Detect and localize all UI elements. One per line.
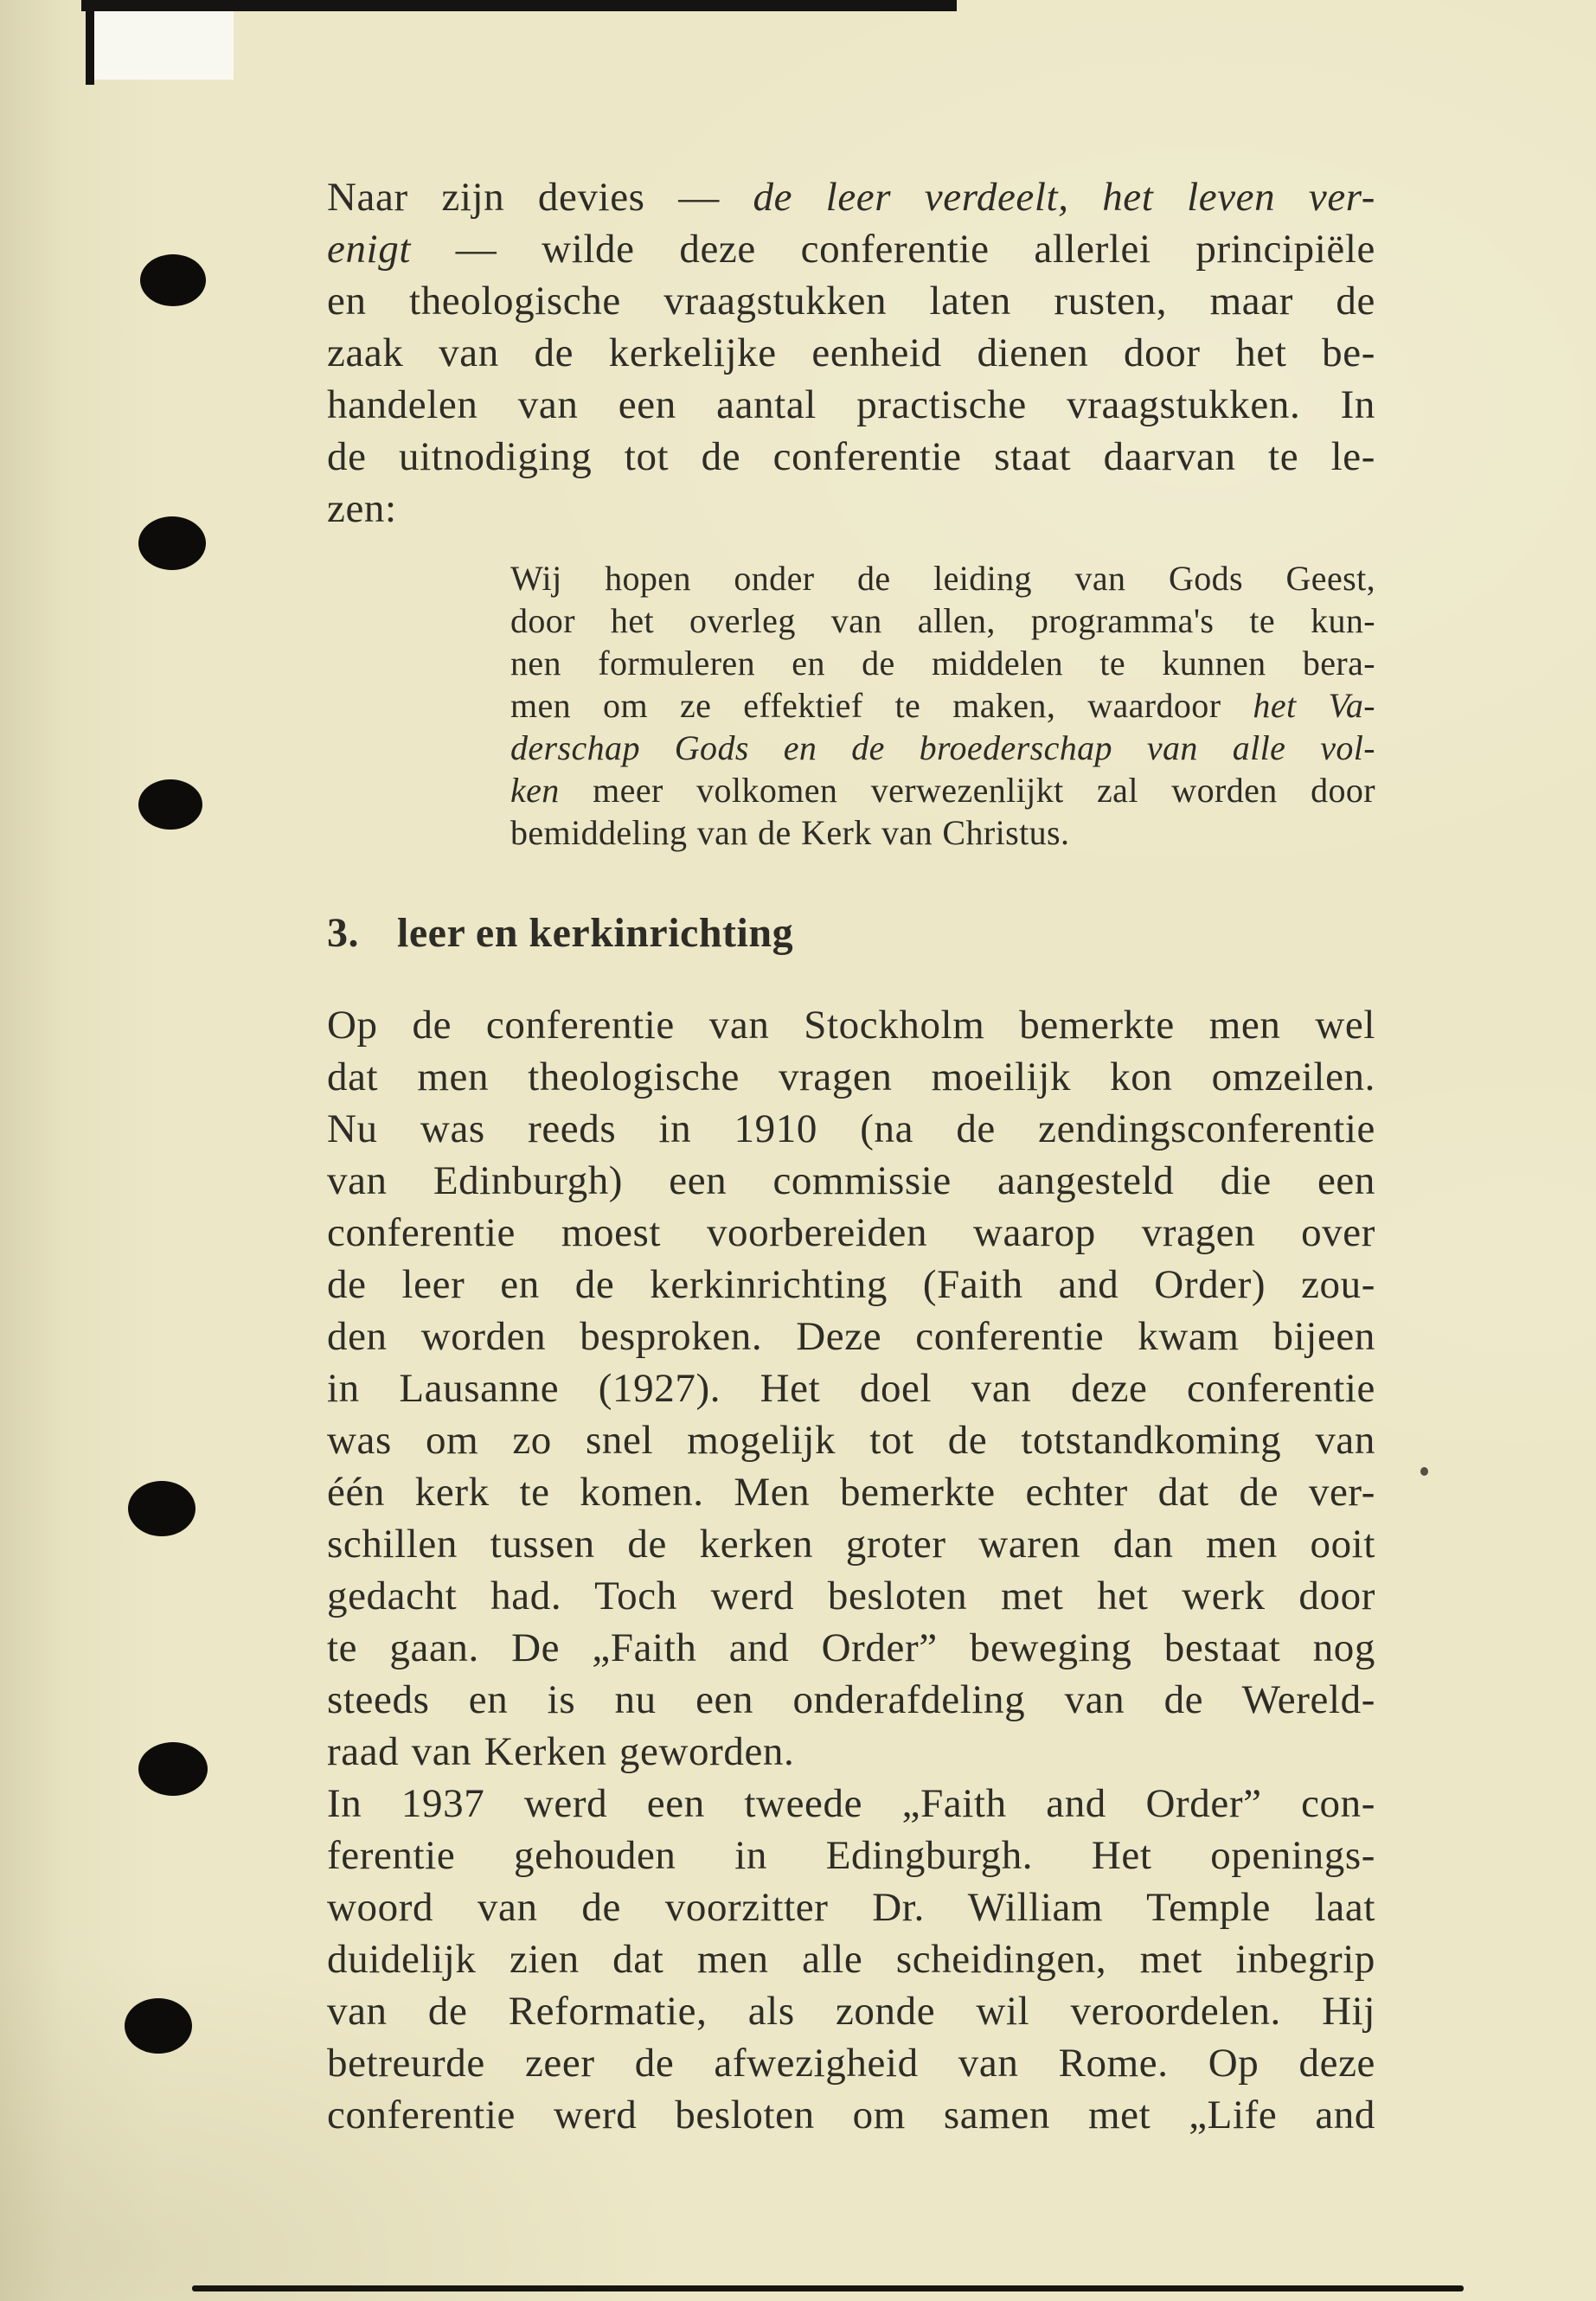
- punch-hole: [138, 1742, 208, 1796]
- section-paragraph-2: [327, 1778, 1375, 2141]
- text-line: steeds en is nu een onderafdeling van de Wereld-: [327, 1677, 1375, 1722]
- text-line: derschap Gods en de broederschap van alle vol-: [510, 728, 1375, 767]
- section-heading: [327, 909, 1375, 958]
- blockquote: [510, 557, 1375, 854]
- text-line: van Edinburgh) een commissie aangesteld die een: [327, 1158, 1375, 1203]
- scan-corner-line: [86, 0, 94, 85]
- text-line: gedacht had. Toch werd besloten met het werk door: [327, 1574, 1375, 1618]
- text-line: enigt — wilde deze conferentie allerlei principiële: [327, 227, 1375, 272]
- page-text: [327, 171, 1375, 2141]
- scan-edge-bottom: [192, 2285, 1464, 2291]
- text-line: was om zo snel mogelijk tot de totstandkoming van: [327, 1418, 1375, 1463]
- text-line: den worden besproken. Deze conferentie kwam bijeen: [327, 1314, 1375, 1359]
- text-line: Nu was reeds in 1910 (na de zendingsconferentie: [327, 1106, 1375, 1151]
- scan-speck: [1420, 1467, 1428, 1476]
- text-line: de uitnodiging tot de conferentie staat daarvan te le-: [327, 434, 1375, 479]
- section-number: 3.: [327, 910, 359, 956]
- intro-paragraph: [327, 171, 1375, 535]
- text-line: handelen van een aantal practische vraagstukken. In: [327, 382, 1375, 427]
- punch-hole: [138, 779, 202, 830]
- text-line: Naar zijn devies — de leer verdeelt, het leven ver-: [327, 175, 1375, 220]
- text-line: te gaan. De „Faith and Order” beweging bestaat nog: [327, 1625, 1375, 1670]
- text-line: zen:: [327, 486, 397, 531]
- text-line: bemiddeling van de Kerk van Christus.: [510, 813, 1070, 852]
- text-line: één kerk te komen. Men bemerkte echter dat de ver-: [327, 1470, 1375, 1515]
- text-line: conferentie werd besloten om samen met „Life and: [327, 2093, 1375, 2138]
- text-line: betreurde zeer de afwezigheid van Rome. Op deze: [327, 2041, 1375, 2086]
- punch-hole: [128, 1481, 195, 1536]
- text-line: duidelijk zien dat men alle scheidingen, met inbegrip: [327, 1937, 1375, 1982]
- punch-hole: [140, 254, 206, 306]
- section-title: leer en kerkinrichting: [397, 910, 794, 956]
- text-line: en theologische vraagstukken laten rusten, maar de: [327, 279, 1375, 324]
- text-line: van de Reformatie, als zonde wil veroordelen. Hij: [327, 1989, 1375, 2034]
- text-line: door het overleg van allen, programma's te kun-: [510, 601, 1375, 640]
- text-line: Wij hopen onder de leiding van Gods Geest,: [510, 559, 1375, 598]
- scan-corner-patch: [92, 0, 234, 80]
- text-line: conferentie moest voorbereiden waarop vragen over: [327, 1210, 1375, 1255]
- text-line: dat men theologische vragen moeilijk kon omzeilen.: [327, 1054, 1375, 1099]
- text-line: de leer en de kerkinrichting (Faith and Order) zou-: [327, 1262, 1375, 1307]
- section-paragraph-1: [327, 999, 1375, 1778]
- punch-hole: [125, 1998, 192, 2054]
- text-line: woord van de voorzitter Dr. William Temple laat: [327, 1885, 1375, 1930]
- text-line: raad van Kerken geworden.: [327, 1729, 795, 1774]
- text-line: men om ze effektief te maken, waardoor het Va-: [510, 686, 1375, 725]
- punch-hole: [138, 516, 206, 570]
- text-line: Op de conferentie van Stockholm bemerkte men wel: [327, 1003, 1375, 1048]
- text-line: ken meer volkomen verwezenlijkt zal worden door: [510, 771, 1375, 810]
- text-line: zaak van de kerkelijke eenheid dienen door het be-: [327, 330, 1375, 375]
- text-line: nen formuleren en de middelen te kunnen bera-: [510, 644, 1375, 683]
- scan-edge-top: [81, 0, 957, 11]
- text-line: schillen tussen de kerken groter waren dan men ooit: [327, 1522, 1375, 1567]
- text-line: ferentie gehouden in Edingburgh. Het openings-: [327, 1833, 1375, 1878]
- text-line: In 1937 werd een tweede „Faith and Order” con-: [327, 1781, 1375, 1826]
- text-line: in Lausanne (1927). Het doel van deze conferentie: [327, 1366, 1375, 1411]
